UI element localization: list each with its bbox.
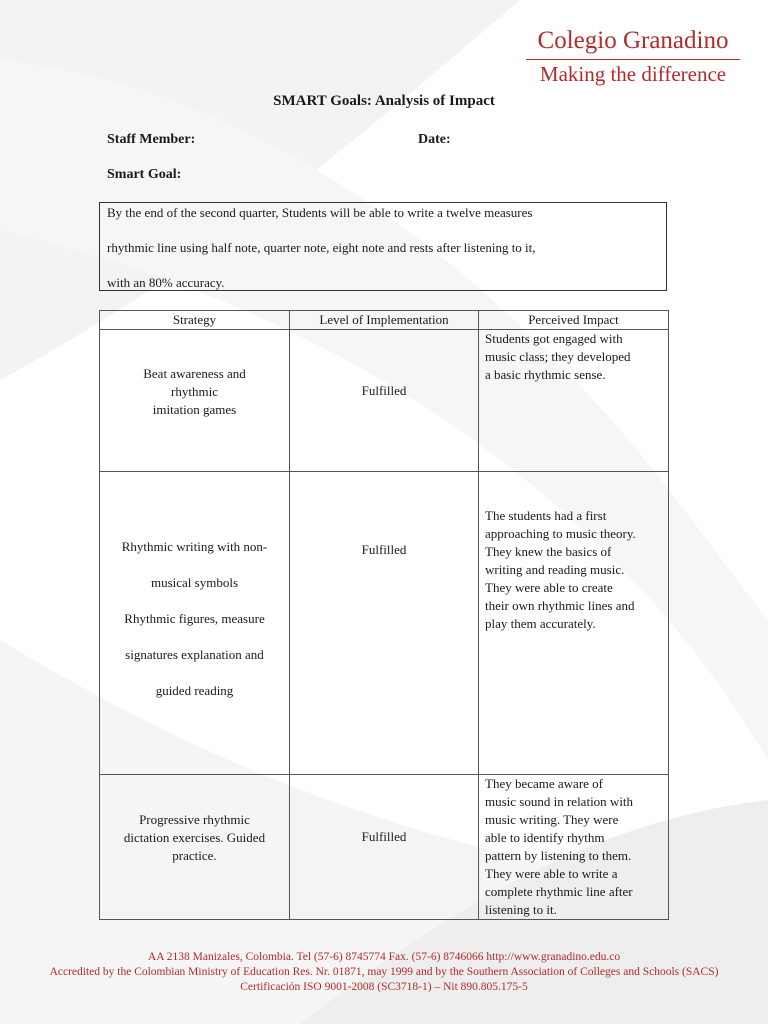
staff-member-label: Staff Member: [107,132,196,147]
level-text: Fulfilled [361,542,407,557]
school-logo [518,26,748,86]
level-cell [290,330,479,472]
date-label: Date: [418,132,451,147]
strategy-text: Progressive rhythmic dictation exercises. Guided practice. [123,812,266,863]
impact-cell [479,472,669,775]
smart-goal-box [99,202,667,291]
impact-text: The students had a first approaching to music theory. They knew the basics of writing and reading music. They were able to create their own rhythmic lines and play them accurately. [485,508,636,631]
level-cell [290,472,479,775]
level-text: Fulfilled [361,383,407,398]
school-name: Colegio Granadino [537,27,729,54]
strategy-text: Rhythmic writing with non- musical symbols Rhythmic figures, measure signatures explanation and guided reading [121,539,268,698]
school-tagline: Making the difference [539,62,727,86]
goal-line: rhythmic line using half note, quarter note, eight note and rests after listening to it, [107,240,536,255]
strategy-table [99,310,669,920]
table-row [100,472,669,775]
document-title: SMART Goals: Analysis of Impact [273,93,495,109]
impact-text: They became aware of music sound in relation with music writing. They were able to identify rhythm pattern by listening to them. They were able to write a complete rhythmic line after listening to it. [485,776,634,917]
goal-line: with an 80% accuracy. [107,275,225,290]
header-level-of-implementation: Level of Implementation [290,311,479,330]
impact-text: Students got engaged with music class; they developed a basic rhythmic sense. [485,331,631,382]
impact-cell [479,330,669,472]
footer-accreditation: Accredited by the Colombian Ministry of Education Res. Nr. 01871, may 1999 and by the Southern Association of Colleges and Schools (SACS) [49,966,719,978]
header-perceived-impact: Perceived Impact [479,311,669,330]
smart-goal-label: Smart Goal: [107,167,182,182]
logo-divider [526,59,740,60]
footer-certification: Certificación ISO 9001-2008 (SC3718-1) – Nit 890.805.175-5 [240,981,528,993]
level-cell [290,775,479,920]
goal-line: By the end of the second quarter, Students will be able to write a twelve measures [107,205,533,220]
level-text: Fulfilled [361,829,407,844]
table-row [100,330,669,472]
header-strategy: Strategy [100,311,290,330]
strategy-cell [100,472,290,775]
table-row [100,775,669,920]
strategy-cell [100,775,290,920]
table-header-row [100,311,669,330]
footer [0,950,768,995]
impact-cell [479,775,669,920]
strategy-cell [100,330,290,472]
strategy-text: Beat awareness and rhythmic imitation games [143,365,246,417]
footer-address: AA 2138 Manizales, Colombia. Tel (57-6) 8745774 Fax. (57-6) 8746066 http://www.granadino.edu.co [147,951,621,963]
